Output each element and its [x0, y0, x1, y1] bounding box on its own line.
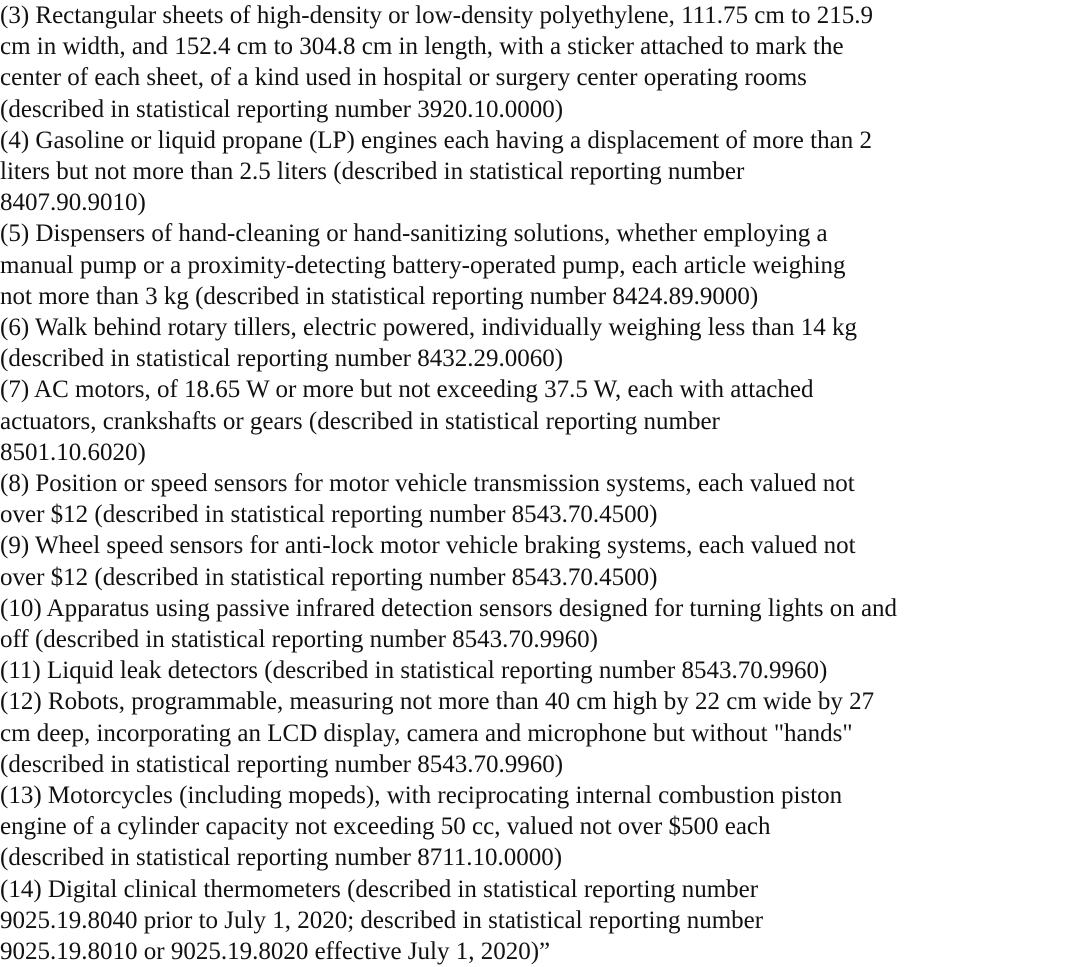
text-line: (4) Gasoline or liquid propane (LP) engines each having a displacement of more than 2	[0, 126, 872, 154]
text-line: (13) Motorcycles (including mopeds), with reciprocating internal combustion piston	[0, 782, 843, 810]
list-item	[0, 780, 1080, 874]
list-item	[0, 874, 1080, 967]
text-line: over $12 (described in statistical reporting number 8543.70.4500)	[0, 563, 658, 591]
text-line: (3) Rectangular sheets of high-density or low-density polyethylene, 111.75 cm to 215.9	[0, 2, 873, 29]
text-line: 9025.19.8010 or 9025.19.8020 effective July 1, 2020)”	[0, 938, 551, 966]
text-line: 9025.19.8040 prior to July 1, 2020; described in statistical reporting number	[0, 906, 764, 934]
text-line: not more than 3 kg (described in statistical reporting number 8424.89.9000)	[0, 282, 759, 310]
list-item	[0, 374, 1080, 468]
list-item	[0, 218, 1080, 312]
list-item	[0, 686, 1080, 780]
text-line: off (described in statistical reporting number 8543.70.9960)	[0, 626, 599, 654]
text-line: manual pump or a proximity-detecting battery-operated pump, each article weighing	[0, 251, 846, 279]
text-line: (11) Liquid leak detectors (described in statistical reporting number 8543.70.9960)	[0, 657, 828, 685]
list-item	[0, 530, 1080, 592]
list-item	[0, 655, 1080, 686]
text-line: (7) AC motors, of 18.65 W or more but not exceeding 37.5 W, each with attached	[0, 376, 814, 404]
list-item	[0, 0, 1080, 125]
list-item	[0, 125, 1080, 219]
text-line: (9) Wheel speed sensors for anti-lock motor vehicle braking systems, each valued not	[0, 532, 856, 560]
text-line: actuators, crankshafts or gears (described in statistical reporting number	[0, 407, 720, 435]
list-item	[0, 468, 1080, 530]
text-line: cm deep, incorporating an LCD display, camera and microphone but without "hands"	[0, 719, 853, 747]
text-line: cm in width, and 152.4 cm to 304.8 cm in length, with a sticker attached to mark the	[0, 33, 844, 61]
text-line: over $12 (described in statistical reporting number 8543.70.4500)	[0, 501, 658, 529]
text-line: (8) Position or speed sensors for motor vehicle transmission systems, each valued not	[0, 470, 855, 498]
list-item	[0, 312, 1080, 374]
text-line: (12) Robots, programmable, measuring not more than 40 cm high by 22 cm wide by 27	[0, 688, 875, 716]
text-line: (5) Dispensers of hand-cleaning or hand-sanitizing solutions, whether employing a	[0, 220, 828, 248]
text-line: (described in statistical reporting number 8543.70.9960)	[0, 750, 564, 778]
list-item	[0, 593, 1080, 655]
text-line: 8407.90.9010)	[0, 189, 146, 217]
text-line: (described in statistical reporting number 8432.29.0060)	[0, 345, 564, 373]
text-line: (14) Digital clinical thermometers (described in statistical reporting number	[0, 875, 759, 903]
text-line: engine of a cylinder capacity not exceeding 50 cc, valued not over $500 each	[0, 813, 771, 841]
text-line: (described in statistical reporting number 8711.10.0000)	[0, 844, 563, 872]
text-line: liters but not more than 2.5 liters (described in statistical reporting number	[0, 158, 745, 186]
text-line: (10) Apparatus using passive infrared detection sensors designed for turning lights on and	[0, 594, 898, 622]
text-line: 8501.10.6020)	[0, 438, 146, 466]
text-line: (6) Walk behind rotary tillers, electric powered, individually weighing less than 14 kg	[0, 314, 858, 342]
text-line: center of each sheet, of a kind used in hospital or surgery center operating rooms	[0, 64, 807, 92]
text-line: (described in statistical reporting number 3920.10.0000)	[0, 95, 564, 123]
